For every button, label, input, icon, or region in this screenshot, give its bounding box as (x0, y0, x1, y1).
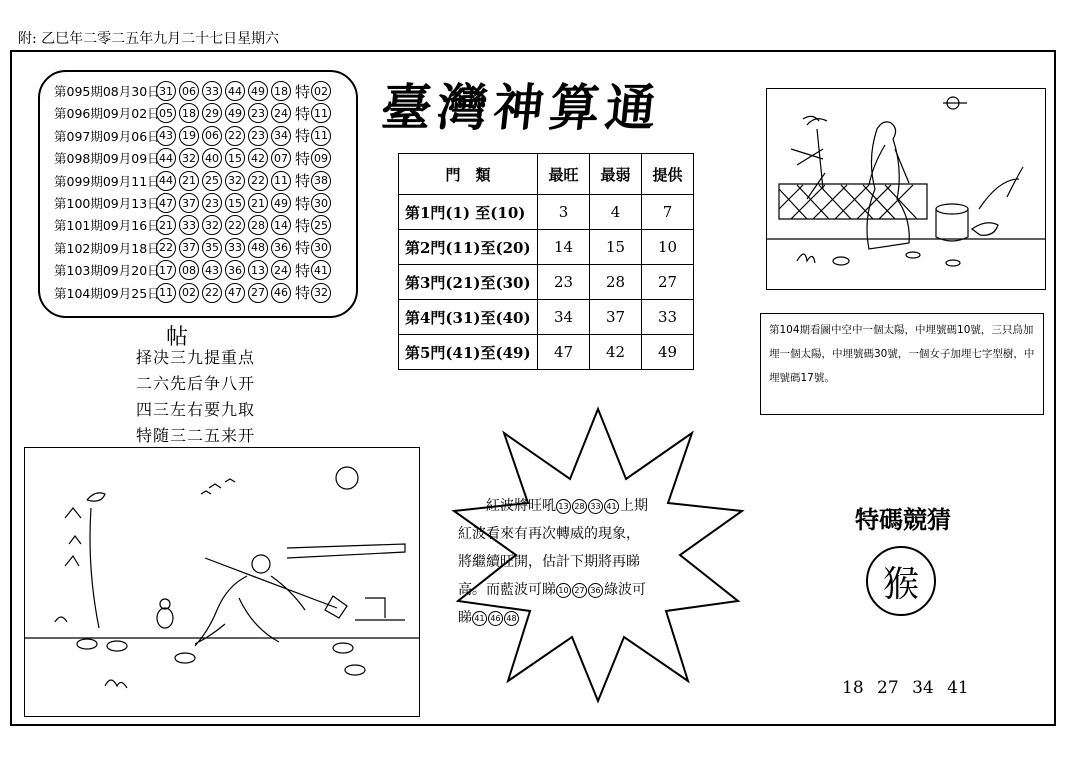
page-title: 臺灣神算通 (378, 78, 665, 137)
special-ball: 02 (311, 81, 331, 101)
number-ball: 44 (156, 171, 176, 191)
number-ball: 33 (588, 499, 603, 514)
number-ball: 15 (225, 193, 245, 213)
number-ball: 21 (179, 171, 199, 191)
number-ball: 23 (202, 193, 222, 213)
number-ball: 24 (271, 103, 291, 123)
monk-illustration (24, 447, 420, 717)
grass-icon (797, 254, 815, 263)
special-ball: 30 (311, 193, 331, 213)
min-cell: 4 (590, 195, 642, 230)
star-line (486, 492, 716, 520)
number-ball: 36 (271, 238, 291, 258)
number-ball: 35 (202, 238, 222, 258)
guess-numbers: 18 27 34 41 (842, 678, 969, 698)
special-ball: 38 (311, 171, 331, 191)
star-text-segment: 綠波可 (604, 582, 646, 598)
guess-animal: 猴 (866, 546, 936, 616)
number-ball: 22 (248, 171, 268, 191)
special-label: 特 (295, 149, 311, 168)
special-label: 特 (295, 261, 311, 280)
star-text-segment: 上期 (620, 498, 648, 514)
number-ball: 40 (202, 148, 222, 168)
give-cell: 33 (642, 300, 694, 335)
number-ball: 14 (271, 215, 291, 235)
number-ball: 29 (202, 103, 222, 123)
number-ball: 34 (271, 126, 291, 146)
special-label: 特 (295, 172, 311, 191)
max-cell: 34 (538, 300, 590, 335)
history-period: 第097期09月06日 (54, 128, 160, 144)
history-row (54, 259, 334, 281)
poem-line: 特随三二五来开 (136, 426, 256, 445)
star-line: 將繼續旺開，估計下期將再睇 (458, 554, 640, 570)
number-ball: 22 (225, 215, 245, 235)
poem-line: 二六先后争八开 (136, 374, 256, 393)
star-text-segment: 高。而藍波可睇 (458, 582, 556, 598)
gate-cell: 第3門(21)至(30) (399, 265, 538, 300)
number-ball: 02 (179, 283, 199, 303)
star-text (458, 492, 716, 632)
number-ball: 33 (202, 81, 222, 101)
number-ball: 18 (271, 81, 291, 101)
poem-line: 择决三九提重点 (136, 348, 256, 367)
history-row (54, 170, 334, 192)
branch-icon (803, 116, 827, 125)
number-ball: 22 (156, 238, 176, 258)
history-row (54, 237, 334, 259)
poem-title: 帖 (166, 325, 189, 350)
history-row (54, 214, 334, 236)
number-ball: 21 (248, 193, 268, 213)
gate-table (398, 153, 694, 370)
number-ball: 37 (179, 238, 199, 258)
max-cell: 23 (538, 265, 590, 300)
number-ball: 28 (248, 215, 268, 235)
special-label: 特 (295, 216, 311, 235)
number-ball: 32 (225, 171, 245, 191)
min-cell: 28 (590, 265, 642, 300)
history-row (54, 80, 334, 102)
special-label: 特 (295, 239, 311, 258)
gate-cell: 第2門(11)至(20) (399, 230, 538, 265)
number-ball: 41 (472, 611, 487, 626)
give-cell: 49 (642, 335, 694, 370)
number-ball: 15 (225, 148, 245, 168)
monk-head (252, 555, 270, 573)
tree-icon (87, 493, 105, 628)
number-ball: 07 (271, 148, 291, 168)
table-row (399, 265, 694, 300)
special-label: 特 (295, 127, 311, 146)
history-panel (38, 70, 358, 318)
number-ball: 32 (179, 148, 199, 168)
special-label: 特 (295, 82, 311, 101)
number-ball: 23 (248, 103, 268, 123)
special-ball: 11 (311, 126, 331, 146)
history-period: 第100期09月13日 (54, 196, 160, 211)
header-give: 提供 (642, 154, 694, 195)
table-row (399, 195, 694, 230)
number-ball: 23 (248, 126, 268, 146)
number-ball: 31 (156, 81, 176, 101)
history-period: 第095期08月30日 (54, 84, 160, 99)
give-cell: 27 (642, 265, 694, 300)
special-ball: 30 (311, 238, 331, 258)
max-cell: 14 (538, 230, 590, 265)
number-ball: 27 (572, 583, 587, 598)
number-ball: 19 (179, 126, 199, 146)
birds-icon (201, 479, 235, 494)
number-ball: 43 (202, 260, 222, 280)
number-ball: 47 (156, 193, 176, 213)
gate-cell: 第5門(41)至(49) (399, 335, 538, 370)
history-period: 第101期09月16日 (54, 218, 160, 234)
number-ball: 49 (248, 81, 268, 101)
star-line (458, 576, 716, 604)
give-cell: 7 (642, 195, 694, 230)
history-row (54, 192, 334, 214)
number-ball: 44 (225, 81, 245, 101)
monk-drawing (25, 448, 419, 716)
number-ball: 13 (248, 260, 268, 280)
number-ball: 18 (179, 103, 199, 123)
number-ball: 49 (271, 193, 291, 213)
special-ball: 32 (311, 283, 331, 303)
hint-note: 第104期看圖中空中一個太陽，中埋號碼10號，三只鳥加埋一個太陽，中埋號碼30號，一個女子加埋七字型樹，中埋號碼17號。 (760, 313, 1044, 415)
number-ball: 47 (225, 283, 245, 303)
number-ball: 36 (225, 260, 245, 280)
number-ball: 48 (504, 611, 519, 626)
star-line: 紅波看來有再次轉威的現象， (458, 526, 640, 542)
number-ball: 46 (488, 611, 503, 626)
history-period: 第102期09月18日 (54, 240, 160, 256)
number-ball: 11 (271, 171, 291, 191)
give-cell: 10 (642, 230, 694, 265)
gate-cell: 第4門(31)至(40) (399, 300, 538, 335)
number-ball: 22 (225, 126, 245, 146)
number-ball: 25 (202, 171, 222, 191)
number-ball: 13 (556, 499, 571, 514)
woman-illustration (766, 88, 1046, 290)
number-ball: 42 (248, 148, 268, 168)
history-row (54, 282, 334, 304)
table-row (399, 230, 694, 265)
history-period: 第099期09月11日 (54, 173, 160, 189)
number-ball: 11 (156, 283, 176, 303)
star-text-segment: 紅波將旺吼 (486, 498, 556, 514)
number-ball: 22 (202, 283, 222, 303)
number-ball: 48 (248, 238, 268, 258)
number-ball: 08 (179, 260, 199, 280)
special-ball: 11 (311, 103, 331, 123)
number-ball: 24 (271, 260, 291, 280)
poem-line: 四三左右要九取 (136, 400, 256, 419)
header-max: 最旺 (538, 154, 590, 195)
max-cell: 3 (538, 195, 590, 230)
number-ball: 46 (271, 283, 291, 303)
special-label: 特 (295, 104, 311, 123)
gate-cell: 第1門(1) 至(10) (399, 195, 538, 230)
number-ball: 05 (156, 103, 176, 123)
number-ball: 17 (156, 260, 176, 280)
special-ball: 09 (311, 148, 331, 168)
woman-figure (867, 122, 909, 249)
history-period: 第098期09月09日 (54, 151, 160, 167)
number-ball: 36 (588, 583, 603, 598)
min-cell: 37 (590, 300, 642, 335)
guess-title: 特碼競猜 (855, 506, 951, 534)
special-label: 特 (295, 194, 311, 213)
star-line (458, 604, 716, 632)
sun-icon (336, 467, 358, 489)
header-min: 最弱 (590, 154, 642, 195)
grass-icon (105, 680, 127, 688)
special-ball: 25 (311, 215, 331, 235)
number-ball: 06 (202, 126, 222, 146)
min-cell: 15 (590, 230, 642, 265)
history-row (54, 147, 334, 169)
number-ball: 32 (202, 215, 222, 235)
table-row (399, 300, 694, 335)
number-ball: 21 (156, 215, 176, 235)
woman-drawing (767, 89, 1045, 289)
table-row (399, 335, 694, 370)
number-ball: 33 (225, 238, 245, 258)
header-gate: 門 類 (399, 154, 538, 195)
number-ball: 27 (248, 283, 268, 303)
table-header-row (399, 154, 694, 195)
number-ball: 06 (179, 81, 199, 101)
number-ball: 43 (156, 126, 176, 146)
max-cell: 47 (538, 335, 590, 370)
number-ball: 28 (572, 499, 587, 514)
number-ball: 37 (179, 193, 199, 213)
history-period: 第104期09月25日 (54, 285, 160, 301)
history-period: 第096期09月02日 (54, 106, 160, 122)
number-ball: 10 (556, 583, 571, 598)
history-row (54, 102, 334, 124)
number-ball: 41 (604, 499, 619, 514)
monk-figure (195, 576, 305, 646)
number-ball: 49 (225, 103, 245, 123)
min-cell: 42 (590, 335, 642, 370)
history-row (54, 125, 334, 147)
date-line: 附: 乙巳年二零二五年九月二十七日星期六 (18, 31, 280, 47)
spade-handle (205, 558, 337, 608)
number-ball: 33 (179, 215, 199, 235)
special-ball: 41 (311, 260, 331, 280)
number-ball: 44 (156, 148, 176, 168)
star-text-segment: 睇 (458, 610, 472, 626)
history-period: 第103期09月20日 (54, 263, 160, 279)
special-label: 特 (295, 284, 311, 303)
